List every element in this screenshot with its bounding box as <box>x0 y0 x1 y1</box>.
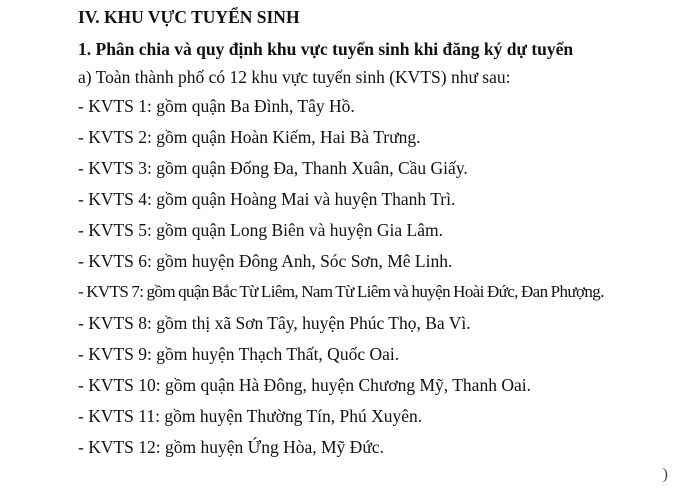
list-item: - KVTS 6: gồm huyện Đông Anh, Sóc Sơn, Mê Linh. <box>78 251 453 271</box>
intro-paragraph: a) Toàn thành phố có 12 khu vực tuyển sinh (KVTS) như sau: <box>78 67 511 87</box>
list-item: - KVTS 8: gồm thị xã Sơn Tây, huyện Phúc Thọ, Ba Vì. <box>78 313 471 333</box>
list-item: - KVTS 3: gồm quận Đống Đa, Thanh Xuân, Cầu Giấy. <box>78 158 468 178</box>
list-item: - KVTS 5: gồm quận Long Biên và huyện Gia Lâm. <box>78 220 444 240</box>
subsection-heading: 1. Phân chia và quy định khu vực tuyển sinh khi đăng ký dự tuyển <box>78 39 574 59</box>
list-item: - KVTS 12: gồm huyện Ứng Hòa, Mỹ Đức. <box>78 437 384 457</box>
page-edge-mark: ) <box>662 466 668 483</box>
list-item: - KVTS 11: gồm huyện Thường Tín, Phú Xuyên. <box>78 406 423 426</box>
list-item: - KVTS 7: gồm quận Bắc Từ Liêm, Nam Từ Liêm và huyện Hoài Đức, Đan Phượng. <box>78 282 604 301</box>
section-heading: IV. KHU VỰC TUYỂN SINH <box>78 7 300 27</box>
list-item: - KVTS 2: gồm quận Hoàn Kiếm, Hai Bà Trưng. <box>78 127 421 147</box>
list-item: - KVTS 10: gồm quận Hà Đông, huyện Chương Mỹ, Thanh Oai. <box>78 375 531 395</box>
list-item: - KVTS 4: gồm quận Hoàng Mai và huyện Thanh Trì. <box>78 189 456 209</box>
list-item: - KVTS 9: gồm huyện Thạch Thất, Quốc Oai. <box>78 344 400 364</box>
list-item: - KVTS 1: gồm quận Ba Đình, Tây Hồ. <box>78 96 355 116</box>
